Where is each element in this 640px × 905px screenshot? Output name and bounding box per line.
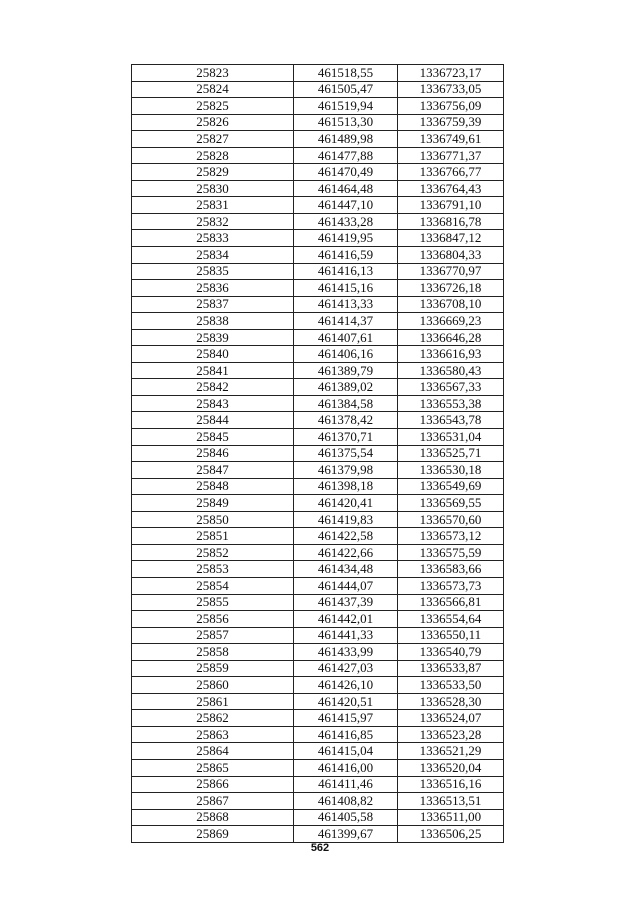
table-row — [132, 462, 504, 479]
point-number-cell: 25860 — [132, 677, 294, 694]
x-coordinate-cell: 461442,01 — [294, 611, 398, 628]
y-coordinate-cell: 1336570,60 — [398, 511, 504, 528]
table-row — [132, 809, 504, 826]
y-coordinate-cell: 1336523,28 — [398, 726, 504, 743]
point-number-cell: 25827 — [132, 131, 294, 148]
y-coordinate-cell: 1336569,55 — [398, 495, 504, 512]
y-coordinate-cell: 1336816,78 — [398, 213, 504, 230]
point-number-cell: 25859 — [132, 660, 294, 677]
y-coordinate-cell: 1336553,38 — [398, 395, 504, 412]
x-coordinate-cell: 461398,18 — [294, 478, 398, 495]
table-row — [132, 544, 504, 561]
x-coordinate-cell: 461433,99 — [294, 644, 398, 661]
y-coordinate-cell: 1336511,00 — [398, 809, 504, 826]
point-number-cell: 25844 — [132, 412, 294, 429]
table-row — [132, 528, 504, 545]
table-row — [132, 611, 504, 628]
x-coordinate-cell: 461420,51 — [294, 693, 398, 710]
y-coordinate-cell: 1336759,39 — [398, 114, 504, 131]
table-row — [132, 726, 504, 743]
table-row — [132, 98, 504, 115]
x-coordinate-cell: 461420,41 — [294, 495, 398, 512]
y-coordinate-cell: 1336567,33 — [398, 379, 504, 396]
table-row — [132, 313, 504, 330]
x-coordinate-cell: 461415,04 — [294, 743, 398, 760]
table-row — [132, 826, 504, 843]
x-coordinate-cell: 461411,46 — [294, 776, 398, 793]
y-coordinate-cell: 1336708,10 — [398, 296, 504, 313]
point-number-cell: 25831 — [132, 197, 294, 214]
x-coordinate-cell: 461370,71 — [294, 429, 398, 446]
y-coordinate-cell: 1336550,11 — [398, 627, 504, 644]
x-coordinate-cell: 461513,30 — [294, 114, 398, 131]
x-coordinate-cell: 461419,83 — [294, 511, 398, 528]
point-number-cell: 25847 — [132, 462, 294, 479]
x-coordinate-cell: 461405,58 — [294, 809, 398, 826]
table-row — [132, 495, 504, 512]
x-coordinate-cell: 461416,59 — [294, 247, 398, 264]
y-coordinate-cell: 1336549,69 — [398, 478, 504, 495]
table-row — [132, 81, 504, 98]
point-number-cell: 25854 — [132, 577, 294, 594]
x-coordinate-cell: 461389,02 — [294, 379, 398, 396]
table-row — [132, 793, 504, 810]
y-coordinate-cell: 1336531,04 — [398, 429, 504, 446]
point-number-cell: 25830 — [132, 180, 294, 197]
point-number-cell: 25849 — [132, 495, 294, 512]
x-coordinate-cell: 461444,07 — [294, 577, 398, 594]
x-coordinate-cell: 461477,88 — [294, 147, 398, 164]
y-coordinate-cell: 1336791,10 — [398, 197, 504, 214]
x-coordinate-cell: 461434,48 — [294, 561, 398, 578]
table-row — [132, 511, 504, 528]
y-coordinate-cell: 1336520,04 — [398, 759, 504, 776]
x-coordinate-cell: 461422,66 — [294, 544, 398, 561]
point-number-cell: 25843 — [132, 395, 294, 412]
point-number-cell: 25828 — [132, 147, 294, 164]
table-row — [132, 114, 504, 131]
point-number-cell: 25856 — [132, 611, 294, 628]
y-coordinate-cell: 1336554,64 — [398, 611, 504, 628]
table-row — [132, 478, 504, 495]
point-number-cell: 25824 — [132, 81, 294, 98]
x-coordinate-cell: 461433,28 — [294, 213, 398, 230]
x-coordinate-cell: 461470,49 — [294, 164, 398, 181]
x-coordinate-cell: 461408,82 — [294, 793, 398, 810]
y-coordinate-cell: 1336646,28 — [398, 329, 504, 346]
point-number-cell: 25850 — [132, 511, 294, 528]
y-coordinate-cell: 1336524,07 — [398, 710, 504, 727]
x-coordinate-cell: 461422,58 — [294, 528, 398, 545]
point-number-cell: 25832 — [132, 213, 294, 230]
x-coordinate-cell: 461389,79 — [294, 362, 398, 379]
x-coordinate-cell: 461518,55 — [294, 65, 398, 82]
y-coordinate-cell: 1336543,78 — [398, 412, 504, 429]
point-number-cell: 25867 — [132, 793, 294, 810]
y-coordinate-cell: 1336749,61 — [398, 131, 504, 148]
point-number-cell: 25853 — [132, 561, 294, 578]
y-coordinate-cell: 1336766,77 — [398, 164, 504, 181]
y-coordinate-cell: 1336540,79 — [398, 644, 504, 661]
table-row — [132, 346, 504, 363]
point-number-cell: 25834 — [132, 247, 294, 264]
table-row — [132, 429, 504, 446]
y-coordinate-cell: 1336521,29 — [398, 743, 504, 760]
table-row — [132, 296, 504, 313]
table-row — [132, 379, 504, 396]
x-coordinate-cell: 461416,85 — [294, 726, 398, 743]
x-coordinate-cell: 461427,03 — [294, 660, 398, 677]
y-coordinate-cell: 1336723,17 — [398, 65, 504, 82]
table-row — [132, 164, 504, 181]
table-row — [132, 677, 504, 694]
table-row — [132, 577, 504, 594]
y-coordinate-cell: 1336575,59 — [398, 544, 504, 561]
point-number-cell: 25868 — [132, 809, 294, 826]
point-number-cell: 25838 — [132, 313, 294, 330]
x-coordinate-cell: 461464,48 — [294, 180, 398, 197]
y-coordinate-cell: 1336583,66 — [398, 561, 504, 578]
y-coordinate-cell: 1336533,87 — [398, 660, 504, 677]
table-row — [132, 147, 504, 164]
x-coordinate-cell: 461426,10 — [294, 677, 398, 694]
y-coordinate-cell: 1336770,97 — [398, 263, 504, 280]
x-coordinate-cell: 461416,00 — [294, 759, 398, 776]
table-row — [132, 362, 504, 379]
point-number-cell: 25837 — [132, 296, 294, 313]
y-coordinate-cell: 1336756,09 — [398, 98, 504, 115]
point-number-cell: 25826 — [132, 114, 294, 131]
y-coordinate-cell: 1336516,16 — [398, 776, 504, 793]
page-number: 562 — [310, 842, 330, 854]
table-row — [132, 395, 504, 412]
y-coordinate-cell: 1336726,18 — [398, 280, 504, 297]
table-row — [132, 65, 504, 82]
point-number-cell: 25851 — [132, 528, 294, 545]
y-coordinate-cell: 1336771,37 — [398, 147, 504, 164]
x-coordinate-cell: 461505,47 — [294, 81, 398, 98]
table-row — [132, 644, 504, 661]
point-number-cell: 25852 — [132, 544, 294, 561]
x-coordinate-cell: 461489,98 — [294, 131, 398, 148]
x-coordinate-cell: 461379,98 — [294, 462, 398, 479]
point-number-cell: 25836 — [132, 280, 294, 297]
table-row — [132, 131, 504, 148]
x-coordinate-cell: 461447,10 — [294, 197, 398, 214]
x-coordinate-cell: 461413,33 — [294, 296, 398, 313]
y-coordinate-cell: 1336533,50 — [398, 677, 504, 694]
table-row — [132, 561, 504, 578]
point-number-cell: 25858 — [132, 644, 294, 661]
y-coordinate-cell: 1336513,51 — [398, 793, 504, 810]
x-coordinate-cell: 461415,16 — [294, 280, 398, 297]
y-coordinate-cell: 1336764,43 — [398, 180, 504, 197]
y-coordinate-cell: 1336573,73 — [398, 577, 504, 594]
table-row — [132, 213, 504, 230]
point-number-cell: 25869 — [132, 826, 294, 843]
x-coordinate-cell: 461384,58 — [294, 395, 398, 412]
point-number-cell: 25857 — [132, 627, 294, 644]
x-coordinate-cell: 461441,33 — [294, 627, 398, 644]
x-coordinate-cell: 461406,16 — [294, 346, 398, 363]
table-row — [132, 759, 504, 776]
point-number-cell: 25848 — [132, 478, 294, 495]
y-coordinate-cell: 1336530,18 — [398, 462, 504, 479]
y-coordinate-cell: 1336566,81 — [398, 594, 504, 611]
point-number-cell: 25863 — [132, 726, 294, 743]
table-row — [132, 280, 504, 297]
table-row — [132, 743, 504, 760]
table-row — [132, 594, 504, 611]
table-row — [132, 329, 504, 346]
point-number-cell: 25861 — [132, 693, 294, 710]
coordinates-table — [131, 64, 504, 843]
point-number-cell: 25865 — [132, 759, 294, 776]
y-coordinate-cell: 1336804,33 — [398, 247, 504, 264]
table-row — [132, 776, 504, 793]
x-coordinate-cell: 461437,39 — [294, 594, 398, 611]
point-number-cell: 25862 — [132, 710, 294, 727]
table-row — [132, 247, 504, 264]
table-row — [132, 412, 504, 429]
y-coordinate-cell: 1336525,71 — [398, 445, 504, 462]
table-row — [132, 180, 504, 197]
point-number-cell: 25866 — [132, 776, 294, 793]
coordinates-table-body — [132, 65, 504, 843]
x-coordinate-cell: 461378,42 — [294, 412, 398, 429]
y-coordinate-cell: 1336580,43 — [398, 362, 504, 379]
point-number-cell: 25829 — [132, 164, 294, 181]
y-coordinate-cell: 1336847,12 — [398, 230, 504, 247]
y-coordinate-cell: 1336733,05 — [398, 81, 504, 98]
point-number-cell: 25855 — [132, 594, 294, 611]
point-number-cell: 25846 — [132, 445, 294, 462]
table-row — [132, 660, 504, 677]
table-row — [132, 230, 504, 247]
x-coordinate-cell: 461399,67 — [294, 826, 398, 843]
table-row — [132, 710, 504, 727]
table-row — [132, 627, 504, 644]
table-row — [132, 693, 504, 710]
table-row — [132, 197, 504, 214]
point-number-cell: 25845 — [132, 429, 294, 446]
x-coordinate-cell: 461414,37 — [294, 313, 398, 330]
x-coordinate-cell: 461407,61 — [294, 329, 398, 346]
point-number-cell: 25833 — [132, 230, 294, 247]
point-number-cell: 25842 — [132, 379, 294, 396]
x-coordinate-cell: 461375,54 — [294, 445, 398, 462]
table-row — [132, 263, 504, 280]
y-coordinate-cell: 1336669,23 — [398, 313, 504, 330]
point-number-cell: 25864 — [132, 743, 294, 760]
table-row — [132, 445, 504, 462]
x-coordinate-cell: 461415,97 — [294, 710, 398, 727]
point-number-cell: 25835 — [132, 263, 294, 280]
point-number-cell: 25839 — [132, 329, 294, 346]
point-number-cell: 25825 — [132, 98, 294, 115]
x-coordinate-cell: 461519,94 — [294, 98, 398, 115]
x-coordinate-cell: 461416,13 — [294, 263, 398, 280]
point-number-cell: 25841 — [132, 362, 294, 379]
y-coordinate-cell: 1336528,30 — [398, 693, 504, 710]
y-coordinate-cell: 1336573,12 — [398, 528, 504, 545]
y-coordinate-cell: 1336506,25 — [398, 826, 504, 843]
y-coordinate-cell: 1336616,93 — [398, 346, 504, 363]
point-number-cell: 25840 — [132, 346, 294, 363]
x-coordinate-cell: 461419,95 — [294, 230, 398, 247]
point-number-cell: 25823 — [132, 65, 294, 82]
